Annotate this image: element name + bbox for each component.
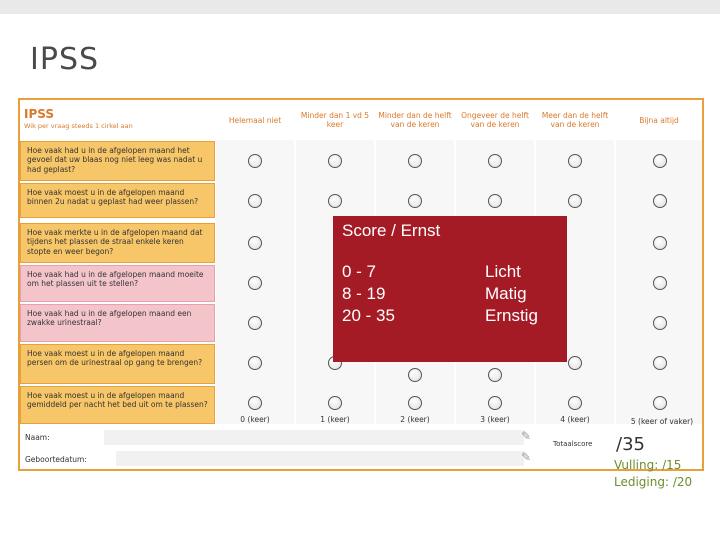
score-label: 1 (keer): [320, 415, 350, 424]
column-header: Bijna altijd: [639, 115, 679, 125]
radio-q2-1[interactable]: [328, 194, 342, 208]
radio-q6-2[interactable]: [408, 368, 422, 382]
total-score-label: Totaalscore: [553, 440, 593, 448]
radio-q7-0[interactable]: [248, 396, 262, 410]
question-2: Hoe vaak moest u in de afgelopen maand binnen 2u nadat u geplast had weer plassen?: [20, 183, 215, 218]
radio-q1-3[interactable]: [488, 154, 502, 168]
vulling-score: Vulling: /15: [614, 458, 682, 472]
lediging-score: Lediging: /20: [614, 475, 693, 489]
severity-level: Ernstig: [485, 306, 538, 325]
question-3: Hoe vaak merkte u in de afgelopen maand dat tijdens het plassen de straal enkele keren stopte en weer begon?: [20, 223, 215, 263]
column-header: Meer dan de helft van de keren: [541, 111, 609, 129]
column-header: Helemaal niet: [228, 115, 282, 125]
severity-level: Licht: [485, 262, 521, 281]
radio-q3-5[interactable]: [653, 236, 667, 250]
birthdate-label: Geboortedatum:: [25, 455, 87, 464]
column-header: Ongeveer de helft van de keren: [461, 111, 529, 129]
radio-q2-5[interactable]: [653, 194, 667, 208]
score-severity-overlay: [333, 216, 567, 362]
radio-q7-4[interactable]: [568, 396, 582, 410]
radio-q2-2[interactable]: [408, 194, 422, 208]
radio-q7-5[interactable]: [653, 396, 667, 410]
radio-q2-3[interactable]: [488, 194, 502, 208]
score-label: 2 (keer): [400, 415, 430, 424]
radio-q1-1[interactable]: [328, 154, 342, 168]
form-logo: IPSS: [24, 107, 55, 121]
column-header: Minder dan de helft van de keren: [378, 111, 452, 129]
score-range: 8 - 19: [342, 284, 386, 303]
pencil-icon: ✎: [521, 429, 532, 443]
radio-q6-5[interactable]: [653, 356, 667, 370]
question-4: Hoe vaak had u in de afgelopen maand moeite om het plassen uit te stellen?: [20, 265, 215, 302]
radio-q5-5[interactable]: [653, 316, 667, 330]
radio-q6-3[interactable]: [488, 368, 502, 382]
radio-q1-2[interactable]: [408, 154, 422, 168]
radio-q4-5[interactable]: [653, 276, 667, 290]
score-label: 0 (keer): [240, 415, 270, 424]
question-1: Hoe vaak had u in de afgelopen maand het gevoel dat uw blaas nog niet leeg was nadat u had geplast?: [20, 141, 215, 181]
radio-q7-3[interactable]: [488, 396, 502, 410]
radio-q1-5[interactable]: [653, 154, 667, 168]
pencil-icon: ✎: [521, 450, 532, 464]
radio-q6-4[interactable]: [568, 356, 582, 370]
score-range: 0 - 7: [342, 262, 377, 281]
radio-q1-0[interactable]: [248, 154, 262, 168]
severity-level: Matig: [485, 284, 527, 303]
slide-title: IPSS: [30, 42, 100, 77]
radio-q6-0[interactable]: [248, 356, 262, 370]
score-range: 20 - 35: [342, 306, 395, 325]
radio-q7-2[interactable]: [408, 396, 422, 410]
name-label: Naam:: [25, 433, 50, 442]
radio-q2-4[interactable]: [568, 194, 582, 208]
score-label: 3 (keer): [480, 415, 510, 424]
radio-q3-0[interactable]: [248, 236, 262, 250]
question-5: Hoe vaak had u in de afgelopen maand een zwakke urinestraal?: [20, 304, 215, 342]
question-7: Hoe vaak moest u in de afgelopen maand gemiddeld per nacht het bed uit om te plassen?: [20, 386, 215, 424]
name-field[interactable]: [104, 430, 524, 445]
total-score-value: /35: [616, 434, 645, 455]
form-instruction: Wik per vraag steeds 1 cirkel aan: [24, 122, 133, 130]
radio-q2-0[interactable]: [248, 194, 262, 208]
top-bar: [0, 0, 720, 14]
radio-q7-1[interactable]: [328, 396, 342, 410]
column-header: Minder dan 1 vd 5 keer: [300, 111, 370, 129]
score-label: 5 (keer of vaker): [630, 417, 694, 426]
birthdate-field[interactable]: [116, 451, 524, 466]
radio-q1-4[interactable]: [568, 154, 582, 168]
radio-q4-0[interactable]: [248, 276, 262, 290]
radio-q5-0[interactable]: [248, 316, 262, 330]
score-label: 4 (keer): [560, 415, 590, 424]
overlay-title: Score / Ernst: [342, 221, 441, 240]
question-6: Hoe vaak moest u in de afgelopen maand persen om de urinestraal op gang te brengen?: [20, 344, 215, 384]
